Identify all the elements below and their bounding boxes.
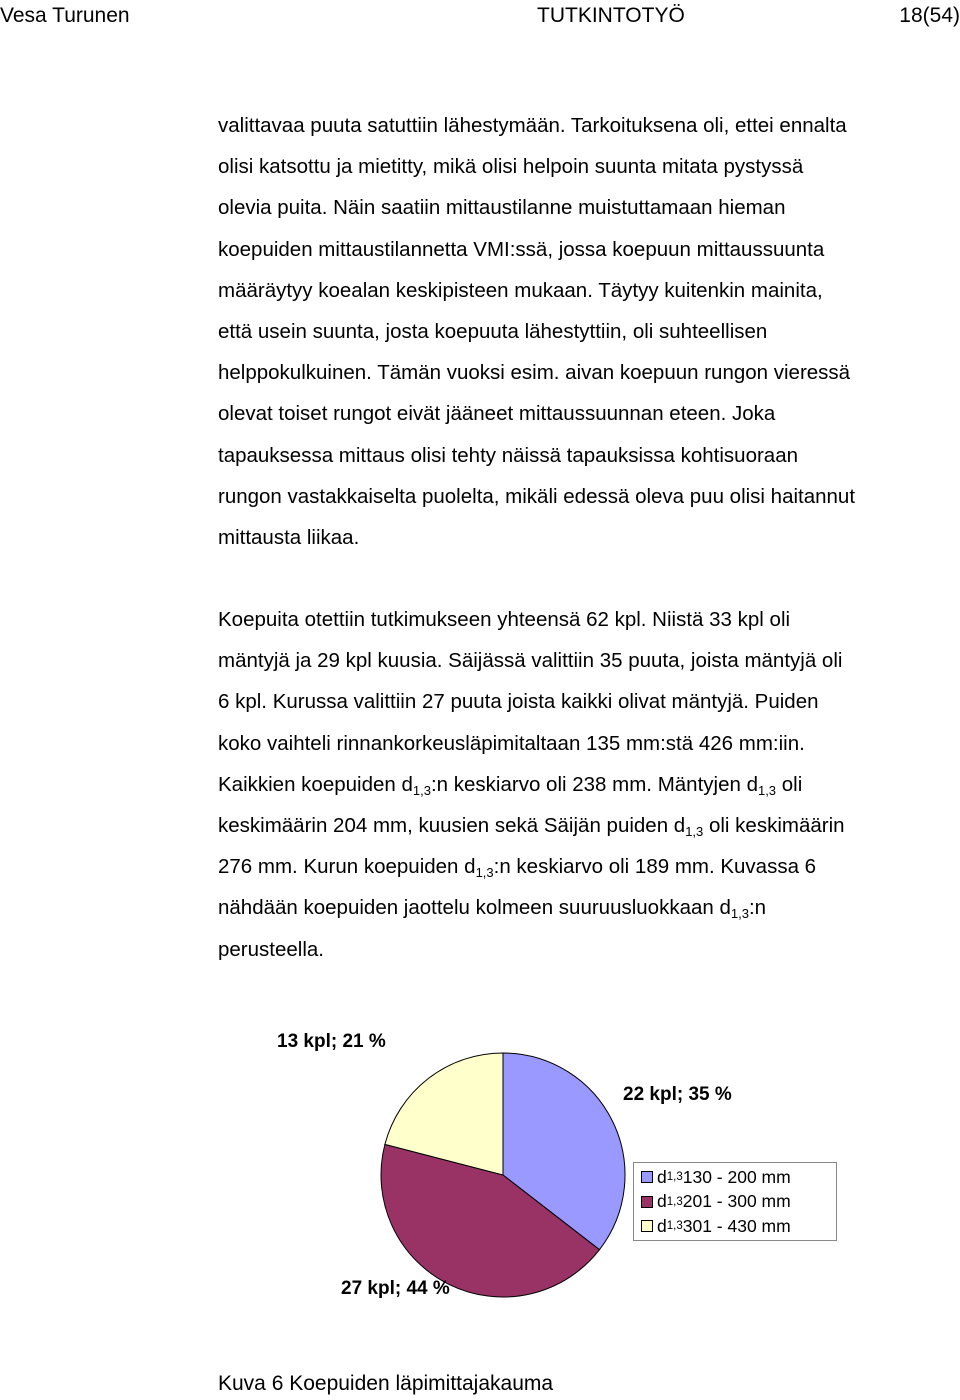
- paragraph-line: keskimäärin 204 mm, kuusien sekä Säijän puiden $d_{1,3}$ oli keskimäärin: [218, 813, 845, 839]
- paragraph-line: olisi katsottu ja mietitty, mikä olisi helpoin suunta mitata pystyssä: [218, 155, 804, 179]
- page-header: [0, 4, 960, 30]
- header-page-number: 18(54): [899, 4, 960, 27]
- legend-swatch: [641, 1196, 653, 1208]
- paragraph-line: koepuiden mittaustilannetta VMI:ssä, jossa koepuun mittaussuunta: [218, 237, 825, 261]
- header-author: Vesa Turunen: [0, 4, 130, 27]
- paragraph-line: tapauksessa mittaus olisi tehty näissä tapauksissa kohtisuoraan: [218, 443, 799, 467]
- paragraph-line: olevat toiset rungot eivät jääneet mittaussuunnan eteen. Joka: [218, 402, 776, 426]
- paragraph-line: Koepuita otettiin tutkimukseen yhteensä 62 kpl. Niistä 33 kpl oli: [218, 608, 791, 631]
- pie-data-label: 27 kpl; 44 %: [341, 1278, 450, 1299]
- header-title: TUTKINTOTYÖ: [537, 4, 685, 27]
- pie-chart: [370, 1020, 650, 1300]
- paragraph-line: nähdään koepuiden jaottelu kolmeen suuruusluokkaan $d_{1,3}:n$: [218, 896, 767, 922]
- paragraph-line: koko vaihteli rinnankorkeusläpimitaltaan 135 mm:stä 426 mm:iin.: [218, 731, 805, 755]
- paragraph-line: helppokulkuinen. Tämän vuoksi esim. aivan koepuun rungon vieressä: [218, 361, 851, 385]
- paragraph-line: valittavaa puuta satuttiin lähestymään. Tarkoituksena oli, ettei ennalta: [218, 114, 847, 137]
- paragraph-line: olevia puita. Näin saatiin mittaustilanne muistuttamaan hieman: [218, 196, 786, 220]
- chart-legend: [633, 1162, 837, 1241]
- paragraph-1: [218, 105, 960, 558]
- legend-swatch: [641, 1171, 653, 1183]
- paragraph-2: [218, 599, 960, 970]
- pie-data-label: 13 kpl; 21 %: [277, 1031, 386, 1052]
- pie-data-label: 22 kpl; 35 %: [623, 1084, 732, 1105]
- legend-item: d 1,3 201 - 300 mm: [641, 1190, 836, 1215]
- paragraph-line: mittausta liikaa.: [218, 525, 360, 549]
- legend-item: d 1,3 301 - 430 mm: [641, 1214, 836, 1239]
- paragraph-line: että usein suunta, josta koepuuta lähestyttiin, oli suhteellisen: [218, 319, 768, 343]
- paragraph-line: rungon vastakkaiselta puolelta, mikäli edessä oleva puu olisi haitannut: [218, 484, 856, 508]
- paragraph-line: mäntyjä ja 29 kpl kuusia. Säijässä valittiin 35 puuta, joista mäntyjä oli: [218, 649, 843, 673]
- paragraph-line: Kaikkien koepuiden $d_{1,3}:n$ keskiarvo oli 238 mm. Mäntyjen $d_{1,3}$ oli: [218, 772, 803, 798]
- figure-caption: Kuva 6 Koepuiden läpimittajakauma: [218, 1372, 554, 1395]
- legend-item: d 1,3 130 - 200 mm: [641, 1165, 836, 1190]
- paragraph-line: määräytyy koealan keskipisteen mukaan. Täytyy kuitenkin mainita,: [218, 278, 823, 302]
- paragraph-line: perusteella.: [218, 937, 324, 961]
- paragraph-line: 6 kpl. Kurussa valittiin 27 puuta joista kaikki olivat mäntyjä. Puiden: [218, 690, 819, 714]
- paragraph-line: 276 mm. Kurun koepuiden $d_{1,3}:n$ keskiarvo oli 189 mm. Kuvassa 6: [218, 855, 817, 881]
- legend-swatch: [641, 1220, 653, 1232]
